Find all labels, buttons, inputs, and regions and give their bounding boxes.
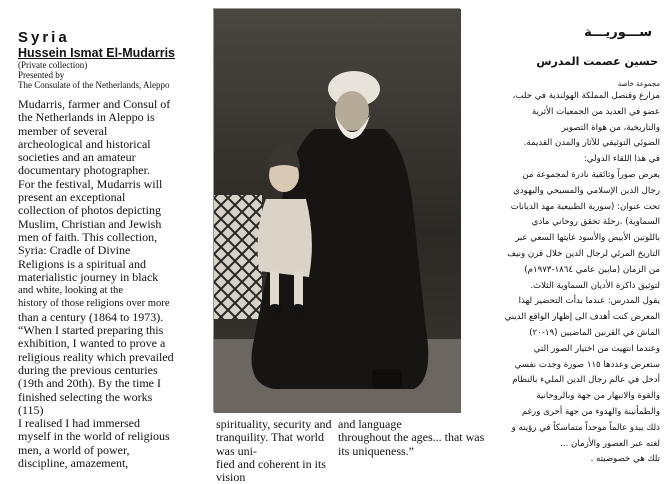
- body-line: (19th and 20th). By the time I: [18, 376, 161, 391]
- body-line: exhibition, I wanted to prove a: [18, 336, 166, 351]
- body-line: than a century (1864 to 1973).: [18, 309, 164, 324]
- arabic-line: عضو في العديد من الجمعيات الأثرية: [531, 106, 660, 117]
- presented-by: Presented by: [18, 70, 65, 80]
- arabic-line: رجال الدين الإسلامي والمسيحي واليهودي: [513, 185, 660, 196]
- arabic-line: لغته عبر العصور والأزمان ...: [560, 438, 660, 449]
- body-line: during the previous centuries: [18, 362, 158, 377]
- body-line: men of faith. This collection,: [18, 229, 158, 244]
- body-line: For the festival, Mudarris will: [18, 176, 163, 191]
- arabic-line: ستعرض وعددها ١١٥ صورة وجدت نفسي: [514, 359, 660, 370]
- arabic-line: مزارع وقنصل المملكة الهولندية في حلب،: [512, 91, 660, 101]
- body-line: men, a world of power,: [18, 442, 130, 457]
- arabic-line: يعرض صوراً وثائقية نادرة لمجموعة من: [522, 169, 660, 180]
- arabic-line: التاريخ المرئي لرجال الدين خلال قرن ونيف: [507, 248, 660, 259]
- archival-photograph: [213, 8, 460, 412]
- arabic-line: والطمأنينة والهدوء من جهة أخرى ورغم: [521, 406, 660, 417]
- body-line: collection of photos depicting: [18, 203, 161, 218]
- body-line: member of several: [18, 123, 108, 138]
- body-line: Muslim, Christian and Jewish: [18, 216, 162, 231]
- body-line: Religions is a spiritual and: [18, 256, 146, 271]
- body-line: materialistic journey in black: [18, 269, 159, 284]
- arabic-line: المعرض كنت أهدف الى إظهار الواقع الديني: [504, 312, 660, 323]
- body-line: throughout the ages... that was: [338, 430, 485, 445]
- body-line: present an exceptional: [18, 190, 126, 205]
- body-line: fied and coherent in its vision: [216, 456, 326, 484]
- arabic-line: والقوة والانبهار من جهة وبالروحانية: [536, 391, 660, 402]
- photographer-name: Hussein Ismat El-Mudarris: [18, 46, 175, 60]
- body-line: myself in the world of religious: [18, 429, 170, 444]
- arabic-line: يقول المدرس: عندما بدأت التحضير لهذا: [518, 296, 660, 307]
- body-line: and white, looking at the: [18, 285, 124, 297]
- country-title: Syria: [18, 29, 70, 46]
- arabic-collection-note: مجموعة خاصة: [617, 80, 660, 88]
- arabic-line: في هذا اللقاء الدولي:: [583, 154, 660, 165]
- arabic-line: تلك هي خصوصيته .: [590, 454, 660, 465]
- arabic-line: الماش في القرنين الماضيين (١٩-٢٠): [529, 327, 660, 338]
- arabic-line: السماوية) .رحلة تحقق روحاني مادي: [531, 217, 660, 228]
- arabic-country-title: ســـوريـــة: [584, 25, 652, 40]
- body-line: its uniqueness.”: [338, 443, 414, 458]
- body-line: societies and an amateur: [18, 150, 136, 165]
- body-line: archeological and historical: [18, 136, 151, 151]
- collection-note: (Private collection): [18, 60, 88, 70]
- body-line: the Netherlands in Aleppo is: [18, 110, 155, 125]
- arabic-line: والتاريخية، من هواة التصوير: [561, 122, 660, 133]
- english-body-column-3: [338, 418, 488, 458]
- body-line: spirituality, security and: [216, 417, 332, 431]
- body-line: finished selecting the works: [18, 389, 153, 404]
- body-line: religious reality which prevailed: [18, 349, 174, 364]
- portrait-photo-illustration: [214, 9, 461, 413]
- arabic-line: أدخل في عالم رجال الدين المليء بالنظام: [512, 375, 660, 386]
- body-line: discipline, amazement,: [18, 456, 129, 471]
- body-line: Syria: Cradle of Divine: [18, 243, 131, 258]
- arabic-column: [478, 24, 660, 468]
- child: [258, 199, 312, 277]
- arabic-photographer-name: حسين عصمت المدرس: [536, 55, 658, 68]
- english-body-column-2: [216, 418, 340, 484]
- arabic-line: باللونين الأبيض والأسود غايتها السعي عبر: [515, 233, 660, 244]
- arabic-line: ذلك يبدو عالماً موحداً متماسكاً في رؤيته و: [511, 422, 660, 433]
- body-line: (115): [18, 402, 44, 417]
- arabic-body: [478, 89, 660, 468]
- consulate-note: The Consulate of the Netherlands, Aleppo: [18, 80, 170, 90]
- body-line: documentary photographer.: [18, 163, 150, 178]
- arabic-line: وعندما انتهيت من اختيار الصور التي: [533, 343, 660, 354]
- body-line: “When I started preparing this: [18, 323, 164, 338]
- arabic-line: لتوثيق ذاكرة الأديان السماوية الثلاث.: [530, 280, 660, 291]
- lattice-screen: [214, 195, 262, 319]
- body-line: and language: [338, 417, 402, 431]
- body-line: I realised I had immersed: [18, 416, 140, 431]
- body-line: history of those religions over more: [18, 298, 170, 310]
- arabic-line: الضوئي التوثيقي للآثار والمدن القديمة.: [523, 138, 660, 149]
- body-line: tranquility. That world was uni-: [216, 430, 324, 458]
- body-line: Mudarris, farmer and Consul of: [18, 97, 171, 111]
- english-header: [18, 30, 214, 90]
- arabic-line: تحت عنوان: (سورية الطبيعية مهد الديانات: [510, 201, 660, 212]
- arabic-line: من الزمان (مابين عامي ١٨٦٤-١٩٧٣م): [524, 264, 660, 275]
- english-body-column-1: [18, 98, 216, 470]
